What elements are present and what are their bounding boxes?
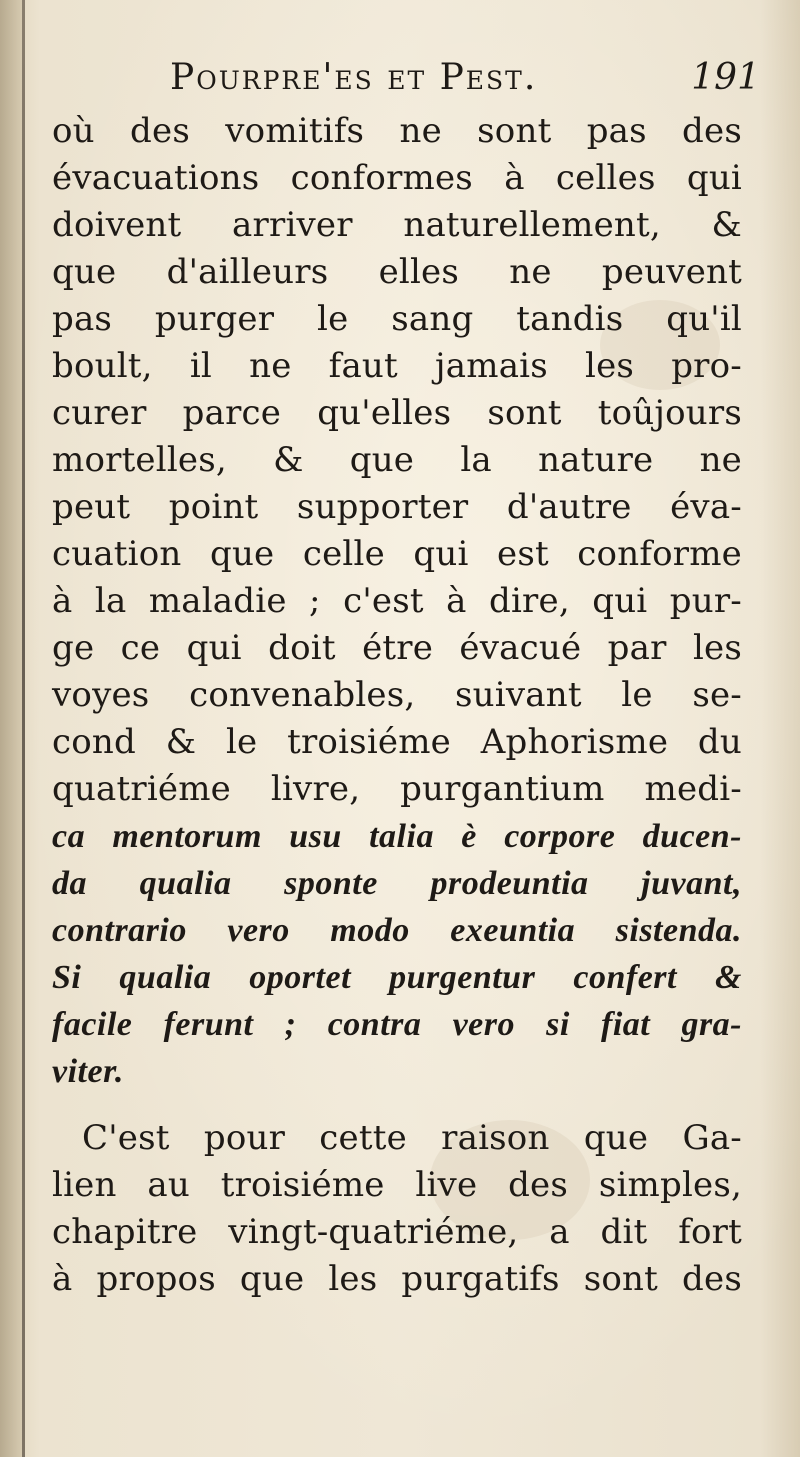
text-line: chapitre vingt-quatriéme, a dit fort [52,1212,742,1252]
text-line: où des vomitifs ne sont pas des [52,111,742,151]
binding-gutter [0,0,22,1457]
text-line: quatriéme livre, purgantium medi- [52,769,742,809]
text-line: doivent arriver naturellement, & [52,205,742,245]
latin-quotation-line: ca mentorum usu talia è corpore ducen- [52,818,742,855]
text-line: pas purger le sang tandis qu'il [52,299,742,339]
running-head: Pourpre'es et Pest. [170,57,538,98]
text-line: à propos que les purgatifs sont des [52,1259,742,1299]
text-line: cuation que celle qui est conforme [52,534,742,574]
body-text [52,108,742,1303]
text-line: à la maladie ; c'est à dire, qui pur- [52,581,742,621]
latin-quotation-line: da qualia sponte prodeuntia juvant, [52,865,742,902]
page-number: 191 [691,57,760,98]
text-line: mortelles, & que la nature ne [52,440,742,480]
text-line: peut point supporter d'autre éva- [52,487,742,527]
latin-quotation-line: viter. [52,1053,124,1090]
latin-quotation-line: Si qualia oportet purgentur confert & [52,959,742,996]
binding-edge-line [22,0,25,1457]
text-line: C'est pour cette raison que Ga- [82,1118,742,1158]
text-line: voyes convenables, suivant le se- [52,675,742,715]
latin-quotation-line: facile ferunt ; contra vero si fiat gra- [52,1006,742,1043]
text-line: ge ce qui doit étre évacué par les [52,628,742,668]
paragraph-break [52,1095,742,1115]
text-line: lien au troisiéme live des simples, [52,1165,742,1205]
text-line: que d'ailleurs elles ne peuvent [52,252,742,292]
latin-quotation-line: contrario vero modo exeuntia sistenda. [52,912,742,949]
text-line: boult, il ne faut jamais les pro- [52,346,742,386]
text-line: curer parce qu'elles sont toûjours [52,393,742,433]
text-line: évacuations conformes à celles qui [52,158,742,198]
page-header [170,50,760,106]
text-line: cond & le troisiéme Aphorisme du [52,722,742,762]
